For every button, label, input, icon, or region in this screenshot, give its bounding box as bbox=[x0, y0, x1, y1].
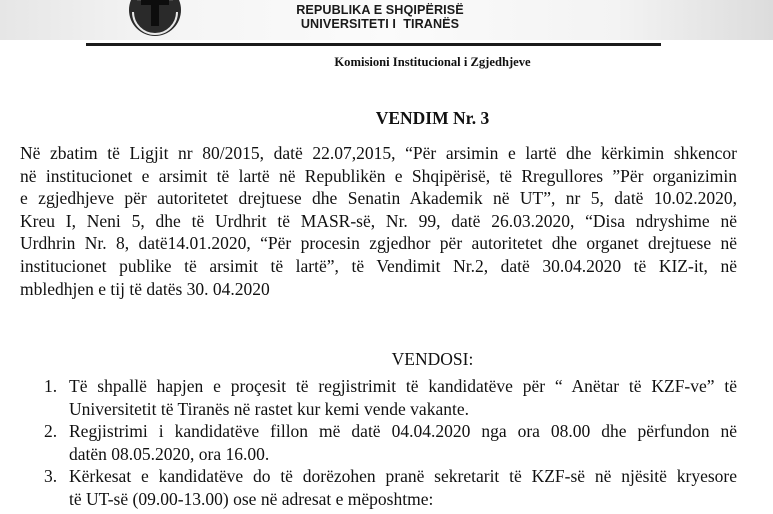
item-line: Të shpallë hapjen e proçesit të regjistrimit të kandidatëve për “ Anëtar të KZF-ve” të bbox=[69, 376, 737, 396]
item-number: 1. bbox=[44, 376, 58, 396]
item-number: 3. bbox=[44, 466, 58, 487]
institution-header bbox=[280, 3, 480, 31]
item-line: datën 08.05.2020, ora 16.00. bbox=[69, 443, 270, 464]
header-divider bbox=[86, 43, 661, 46]
header-line-1: REPUBLIKA E SHQIPËRISË bbox=[296, 3, 464, 17]
university-logo-icon bbox=[127, 0, 183, 38]
preamble-line: mbledhjen e tij të datës 30. 04.2020 bbox=[20, 278, 270, 299]
list-item bbox=[44, 375, 737, 420]
preamble-line: Në zbatim të Ligjit nr 80/2015, datë 22.07,2015, “Për arsimin e lartë dhe kërkimin shkencor bbox=[20, 143, 737, 163]
list-item bbox=[44, 420, 737, 465]
preamble-line: Kreu I, Neni 5, dhe të Urdhrit të MASR-së, Nr. 99, datë 26.03.2020, “Disa ndryshime në bbox=[20, 210, 737, 231]
preamble-line: në institucionet e arsimit të lartë në Republikën e Shqipërisë, të Rregullores ”Për organizimin bbox=[20, 165, 737, 186]
item-number: 2. bbox=[44, 421, 58, 442]
item-line: Universitetit të Tiranës në rastet kur kemi vende vakante. bbox=[69, 398, 469, 419]
vendosi-heading: VENDOSI: bbox=[391, 349, 474, 369]
item-line: Kërkesat e kandidatëve do të dorëzohen pranë sekretarit të KZF-së në njësitë kryesore bbox=[69, 466, 737, 487]
list-item bbox=[44, 465, 737, 510]
item-line: të UT-së (09.00-13.00) ose në adresat e mëposhtme: bbox=[69, 488, 434, 509]
preamble-line: Urdhrin Nr. 8, datë14.01.2020, “Për procesin zgjedhor për autoritetet dhe organet drejtuese në bbox=[20, 233, 737, 254]
preamble-line: institucionet publike të arsimit të lartë”, të Vendimit Nr.2, datë 30.04.2020 të KIZ-it, në bbox=[20, 255, 737, 276]
decision-title: VENDIM Nr. 3 bbox=[375, 108, 490, 128]
item-line: Regjistrimi i kandidatëve fillon më datë 04.04.2020 nga ora 08.00 dhe përfundon në bbox=[69, 421, 737, 442]
commission-name: Komisioni Institucional i Zgjedhjeve bbox=[334, 55, 531, 69]
decision-list bbox=[44, 375, 737, 511]
preamble-line: e zgjedhjeve për autoritetet drejtuese dhe Senatin Akademik në UT”, nr 5, datë 10.02.2020, bbox=[20, 188, 737, 209]
header-line-2: UNIVERSITETI I TIRANËS bbox=[300, 17, 460, 31]
preamble-paragraph bbox=[20, 142, 737, 300]
